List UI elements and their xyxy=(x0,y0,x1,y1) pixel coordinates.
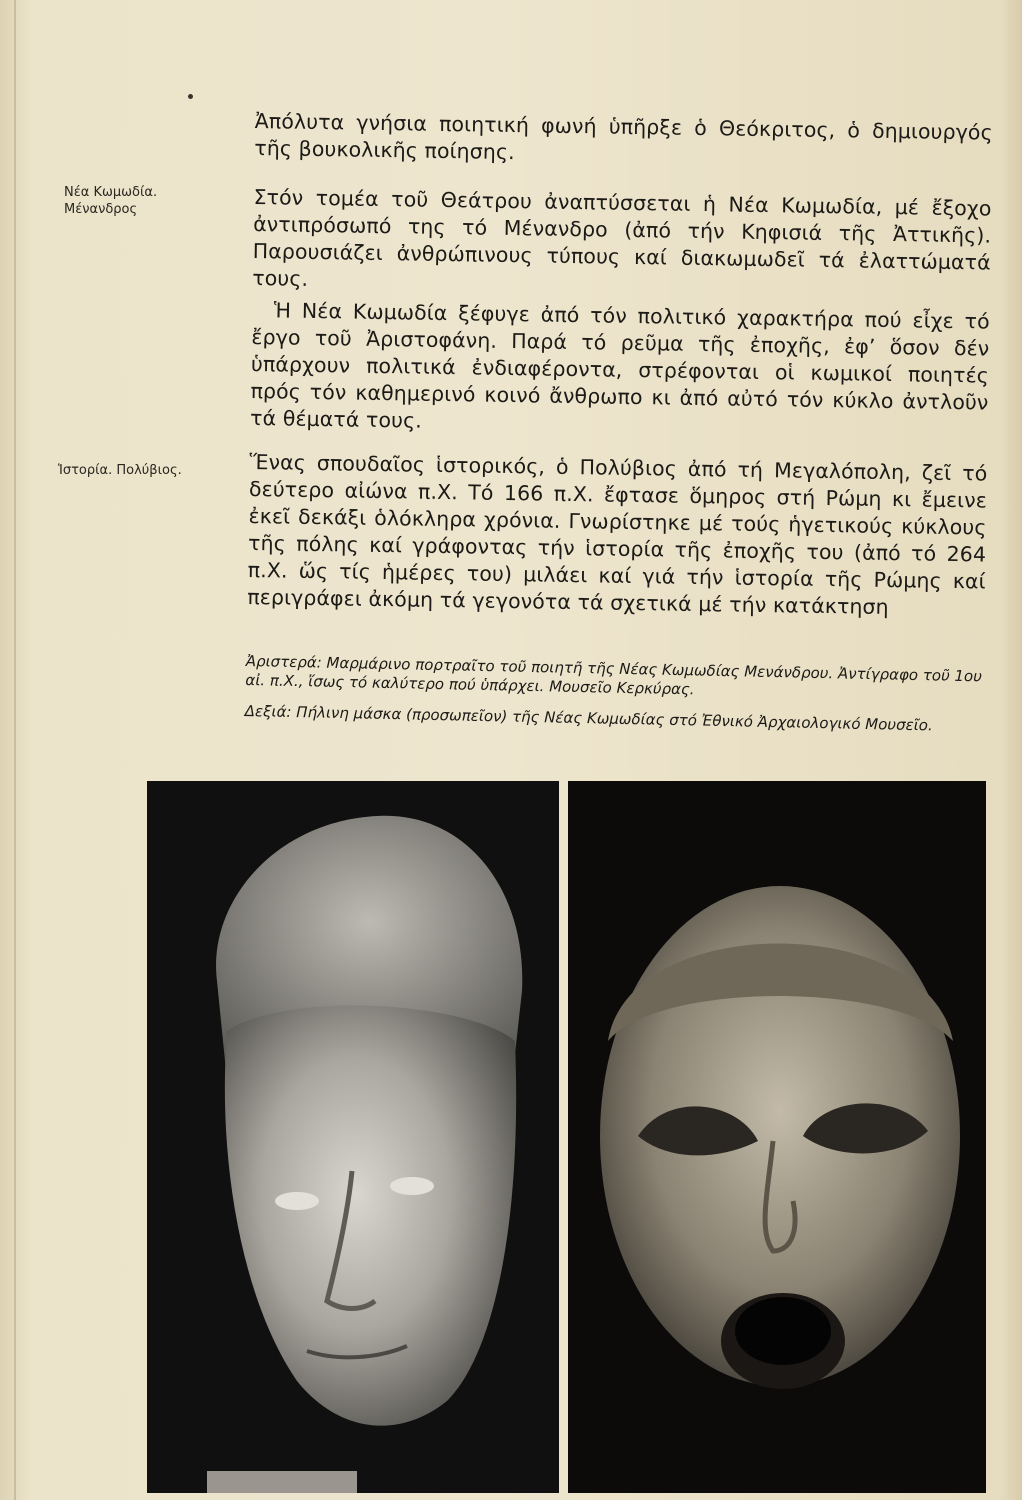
caption-left: Ἀριστερά: Μαρμάρινο πορτραῖτο τοῦ ποιητῆ τῆς Νέας Κωμωδίας Μενάνδρου. Ἀντίγραφο τοῦ 1ου αἰ. π.Χ., ἴσως τό καλύτερο πού ὑπάρχει. Μουσεῖο Κερκύρας. xyxy=(245,652,983,699)
captions xyxy=(244,652,986,748)
photo-menander-portrait xyxy=(147,781,559,1493)
marble-head-image xyxy=(147,781,559,1493)
photo-comedy-mask xyxy=(568,781,986,1493)
clay-mask-image xyxy=(568,781,986,1493)
paragraph-new-comedy-1: Στόν τομέα τοῦ Θεάτρου ἀναπτύσσεται ἡ Νέα Κωμωδία, μέ ἔξοχο ἀντιπρόσωπό της τό Μένανδρο (ἀπό τήν Κηφισιά τῆς Ἀττικῆς). Παρουσιάζει ἀνθρώπινους τύπους καί διακωμωδεῖ τά ἐλαττώματά τους. xyxy=(252,184,992,291)
paragraph-theocritus: Ἀπόλυτα γνήσια ποιητική φωνή ὑπῆρξε ὁ Θεόκριτος, ὁ δημιουργός τῆς βουκολικῆς ποίησης. xyxy=(254,108,993,165)
margin-note-menander: Νέα Κωμωδία. Μένανδρος xyxy=(64,185,158,217)
caption-right: Δεξιά: Πήλινη μάσκα (προσωπεῖον) τῆς Νέας Κωμωδίας στό Ἐθνικό Ἀρχαιολογικό Μουσεῖο. xyxy=(244,701,933,735)
margin-note-polybius: Ἱστορία. Πολύβιος. xyxy=(58,463,182,478)
main-text xyxy=(247,108,993,623)
print-dot xyxy=(188,94,193,99)
paragraph-new-comedy-2: Ἡ Νέα Κωμωδία ξέφυγε ἀπό τόν πολιτικό χαρακτήρα πού εἶχε τό ἔργο τοῦ Ἀριστοφάνη. Παρά τό ρεῦμα τῆς ἐποχῆς, ἐφ’ ὅσον δέν ὑπάρχουν πολιτικά ἐνδιαφέροντα, στρέφονται οἱ κωμικοί ποιητές πρός τόν καθημερινό κοινό ἄνθρωπο κι ἀπό αὐτό τόν κύκλο ἀντλοῦν τά θέματά τους. xyxy=(249,298,990,433)
page-fold xyxy=(14,0,16,1500)
paragraph-polybius: Ἕνας σπουδαῖος ἱστορικός, ὁ Πολύβιος ἀπό τή Μεγαλόπολη, ζεῖ τό δεύτερο αἰώνα π.Χ. Τό 166 π.Χ. ἔφτασε ὅμηρος στή Ρώμη κι ἔμεινε ἐκεῖ δεκάξι ὁλόκληρα χρόνια. Γνωρίστηκε μέ τούς ἡγετικούς κύκλους τῆς πόλης καί γράφοντας τήν ἱστορία τῆς ἐποχῆς του (ἀπό τό 264 π.Χ. ὥς τίς ἡμέρες του) μιλάει καί γιά τήν ἱστορία τῆς Ρώμης καί περιγράφει ἀκόμη τά γεγονότα τά σχετικά μέ τήν κατάκτηση xyxy=(247,449,988,620)
